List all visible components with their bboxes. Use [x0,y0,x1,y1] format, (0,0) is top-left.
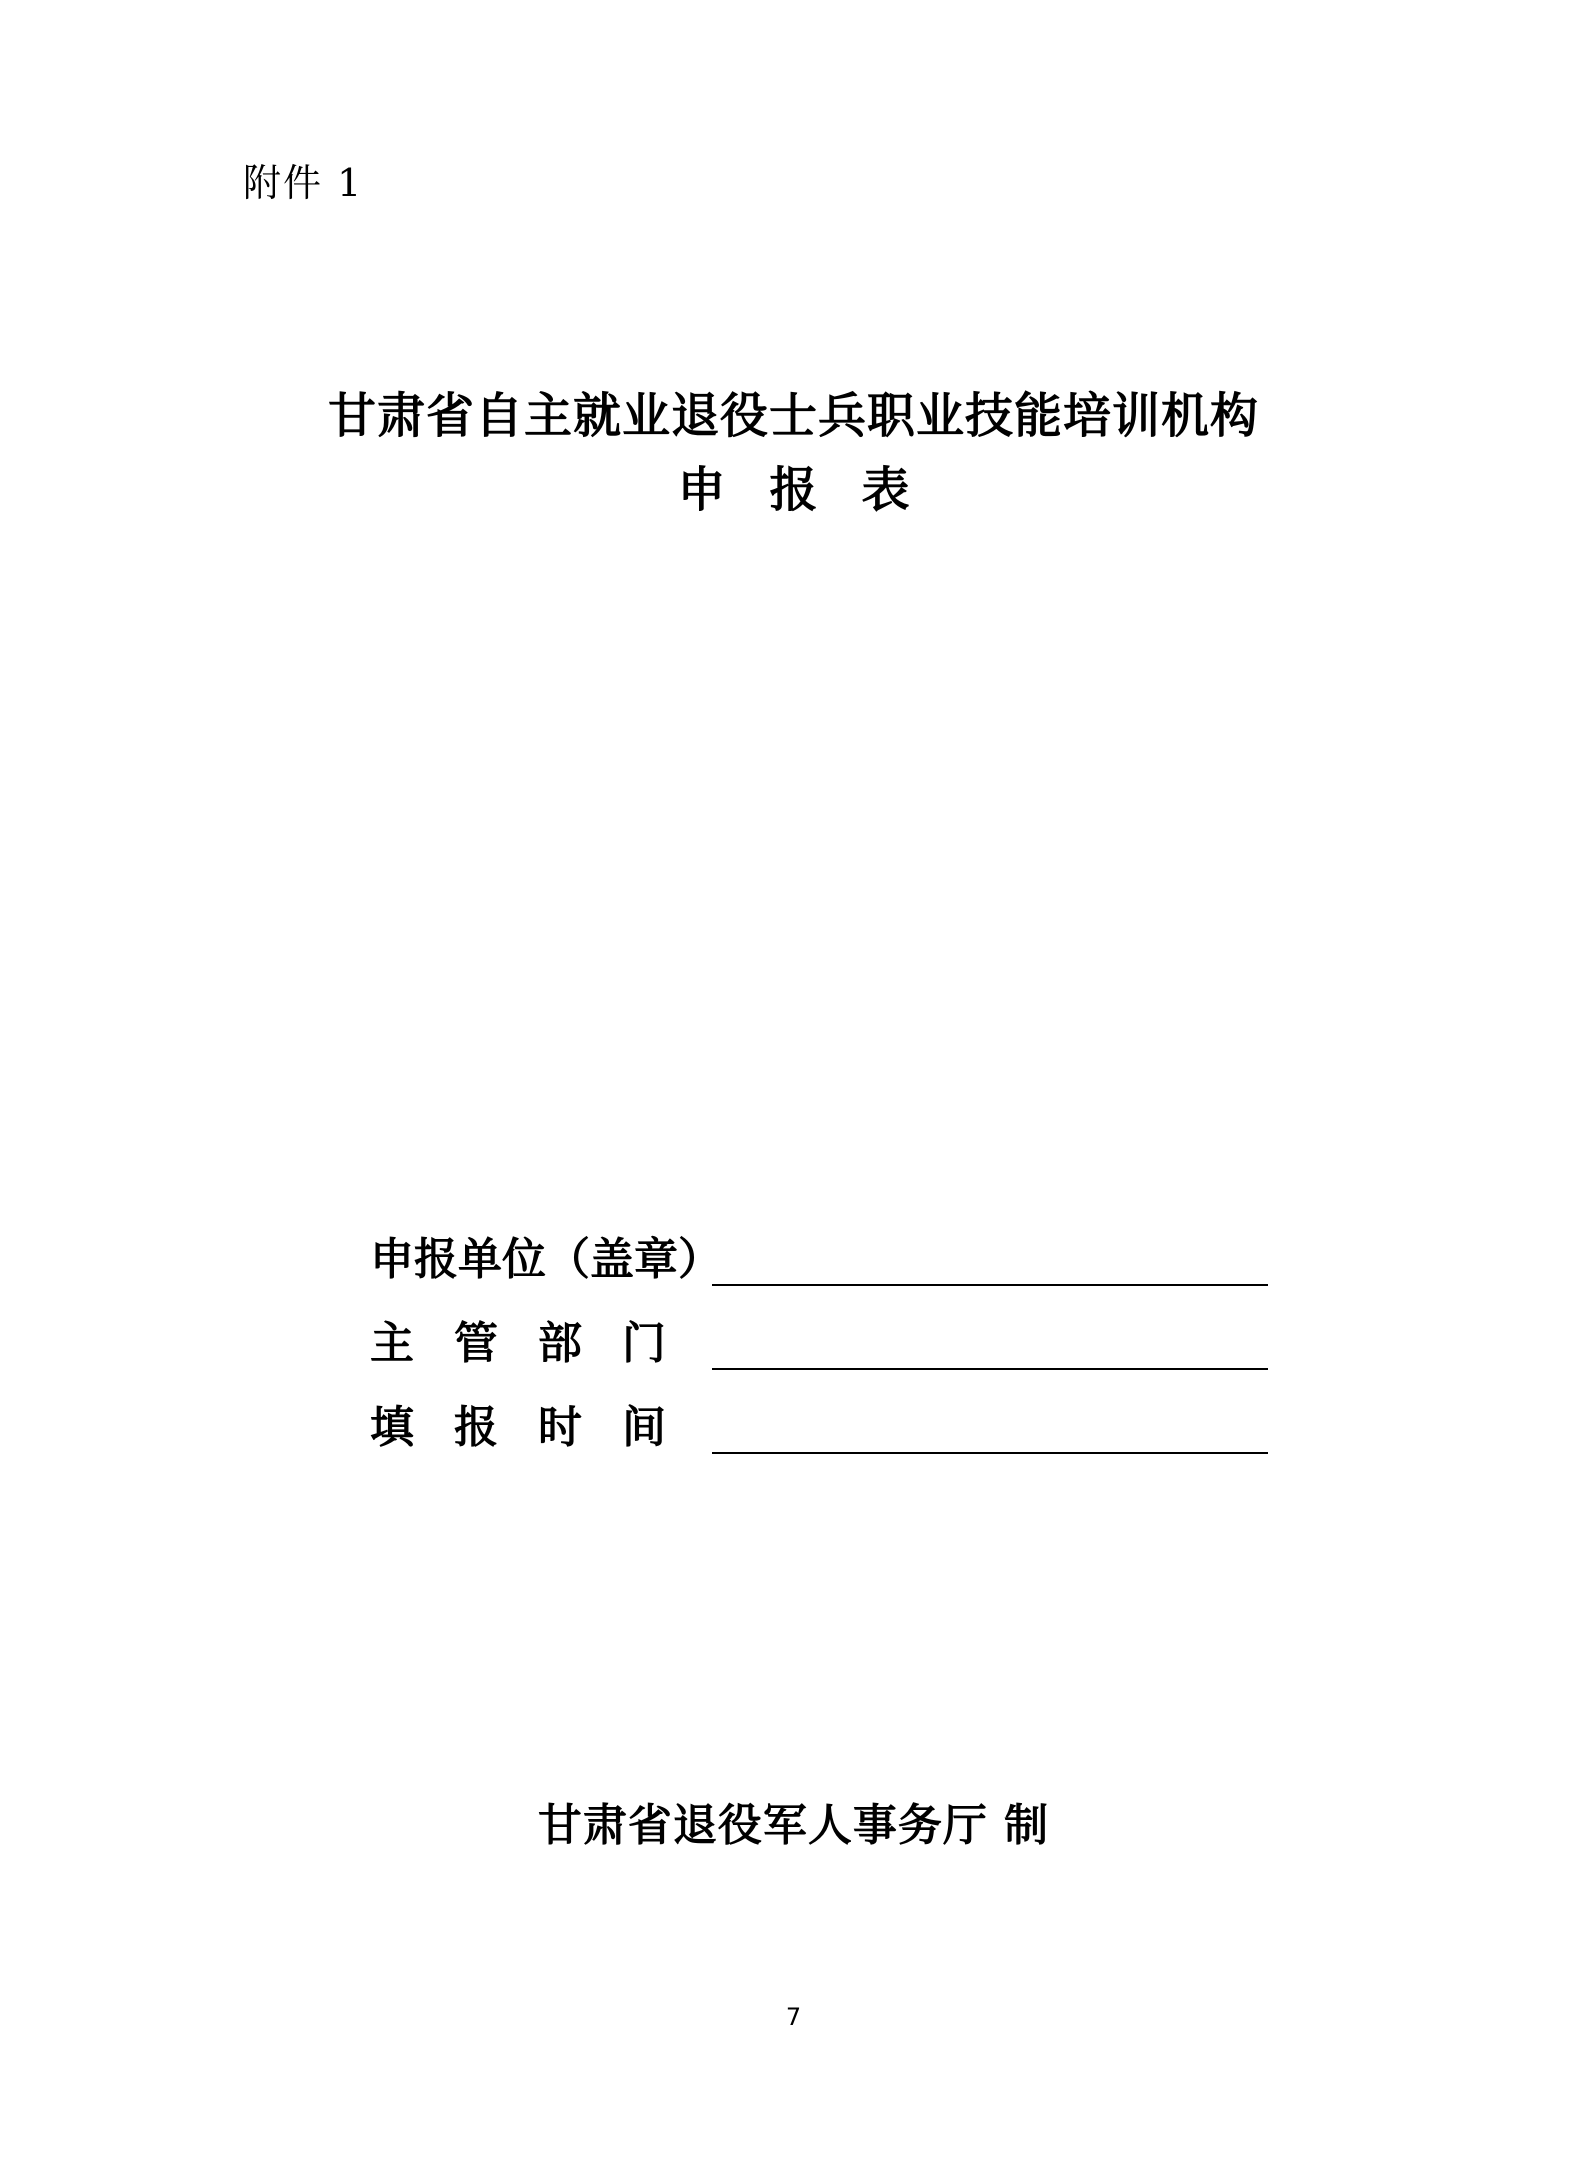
filing-time-label: 填报时间 [370,1402,706,1453]
form-row-supervising-department [370,1316,1270,1372]
form-row-filing-time [370,1400,1270,1456]
form-row-applicant-unit [370,1232,1270,1288]
applicant-unit-label: 申报单位（盖章） [370,1234,722,1285]
document-title: 甘肃省自主就业退役士兵职业技能培训机构 [327,388,1259,444]
issuer-line: 甘肃省退役军人事务厅 制 [537,1800,1050,1851]
applicant-unit-field-line[interactable] [712,1284,1268,1286]
supervising-department-label: 主管部门 [370,1318,706,1369]
supervising-department-field-line[interactable] [712,1368,1268,1370]
filing-time-field-line[interactable] [712,1452,1268,1454]
attachment-label: 附件 1 [243,161,364,205]
document-subtitle: 申报表 [677,462,954,518]
page-number: 7 [785,2003,802,2031]
